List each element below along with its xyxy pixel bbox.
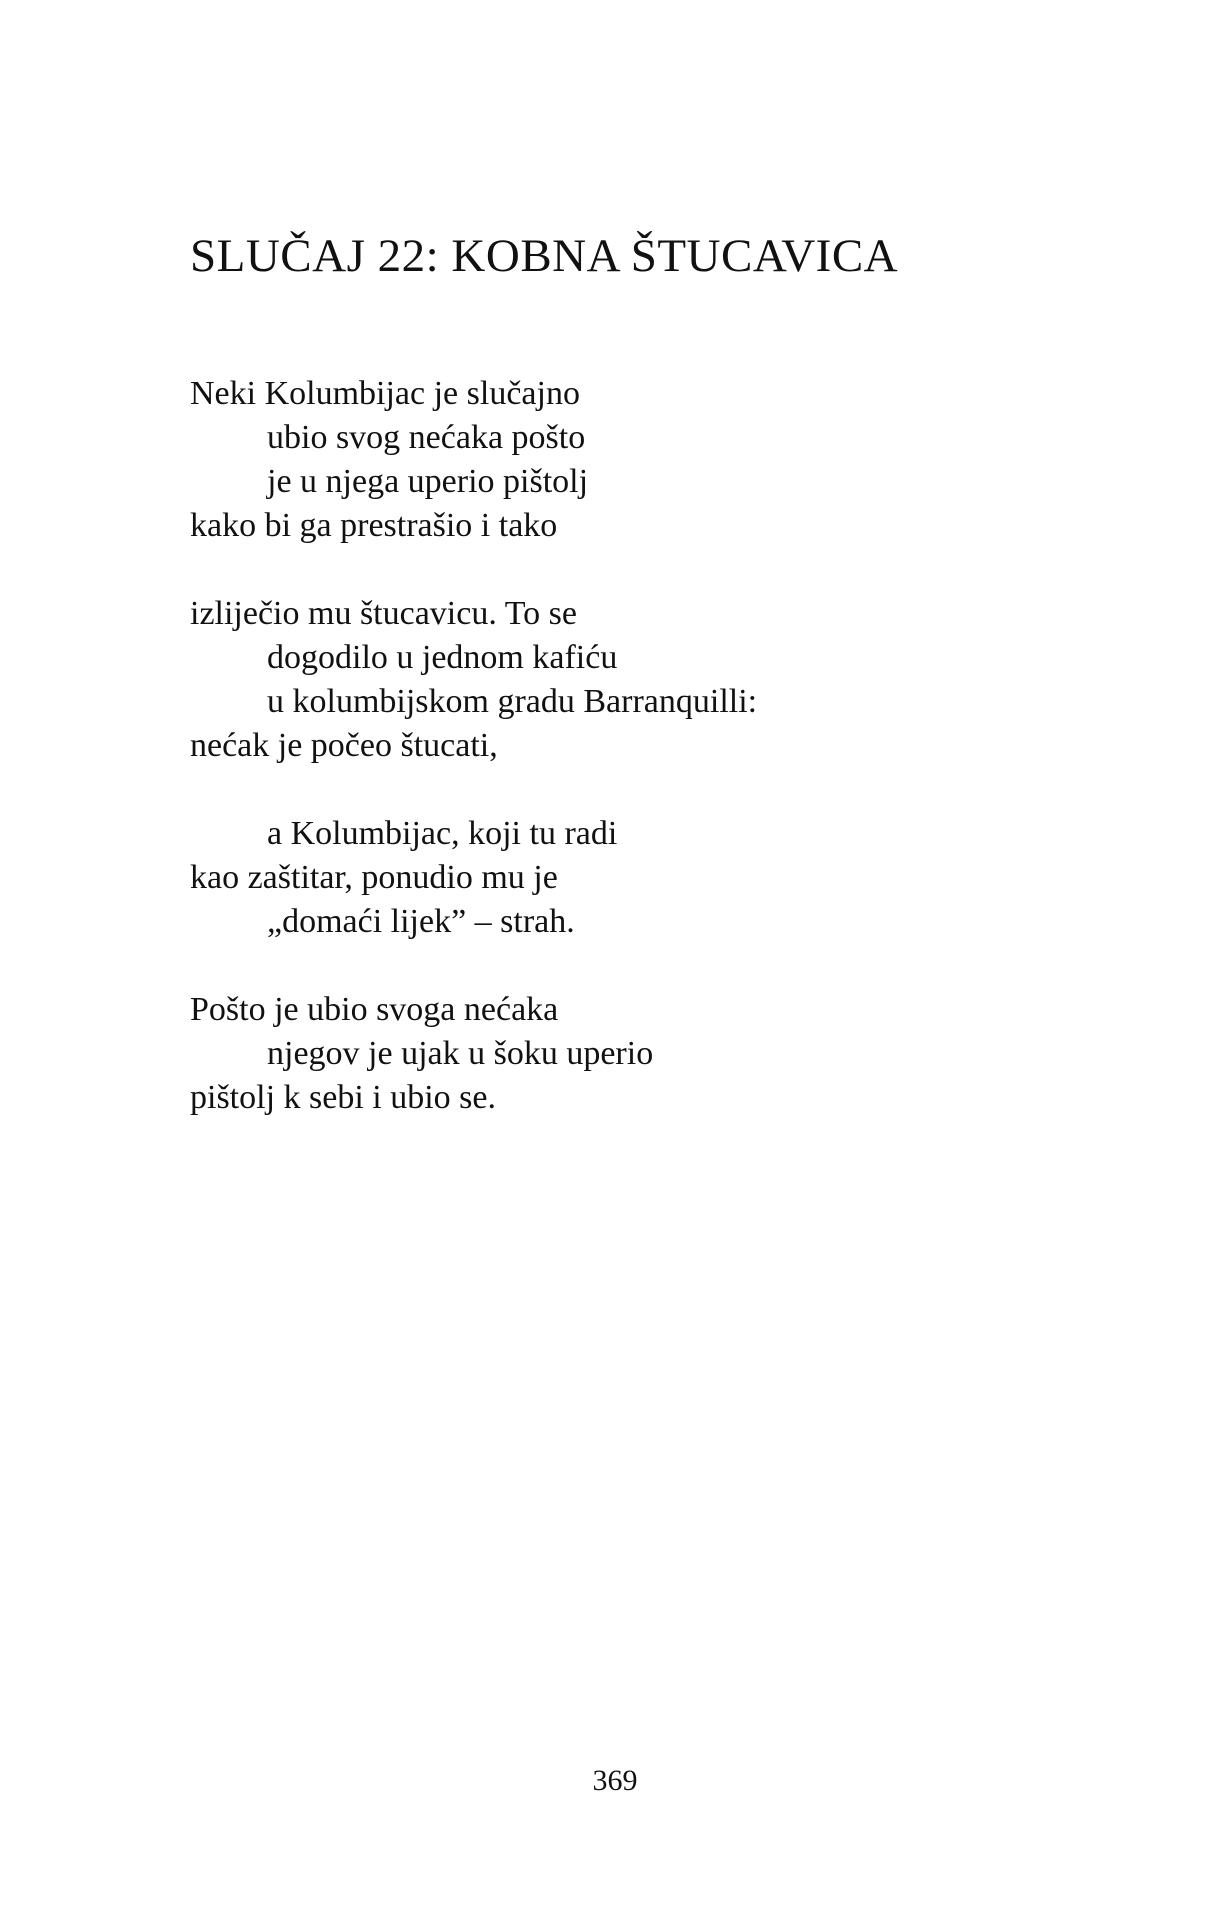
stanza-1 <box>190 372 1090 548</box>
poem-line: nećak je počeo štucati, <box>190 727 498 764</box>
poem-line: u kolumbijskom gradu Barranquilli: <box>267 683 758 720</box>
poem-line: pištolj k sebi i ubio se. <box>190 1079 496 1116</box>
poem-line: njegov je ujak u šoku uperio <box>267 1035 654 1072</box>
poem-line: ubio svog nećaka pošto <box>267 419 586 456</box>
page-number: 369 <box>592 1764 638 1797</box>
poem-line: kao zaštitar, ponudio mu je <box>190 859 558 896</box>
poem <box>190 372 1090 1164</box>
poem-line: Neki Kolumbijac je slučajno <box>190 375 580 412</box>
chapter-title: SLUČAJ 22: KOBNA ŠTUCAVICA <box>190 230 899 282</box>
poem-line: a Kolumbijac, koji tu radi <box>267 815 618 852</box>
poem-line: Pošto je ubio svoga nećaka <box>190 991 559 1028</box>
poem-line: izliječio mu štucavicu. To se <box>190 595 577 632</box>
stanza-4 <box>190 988 1090 1120</box>
poem-line: kako bi ga prestrašio i tako <box>190 507 558 544</box>
poem-line: je u njega uperio pištolj <box>267 463 589 500</box>
stanza-2 <box>190 592 1090 768</box>
poem-line: dogodilo u jednom kafiću <box>267 639 618 676</box>
stanza-3 <box>190 812 1090 944</box>
poem-line: „domaći lijek” – strah. <box>267 903 575 940</box>
